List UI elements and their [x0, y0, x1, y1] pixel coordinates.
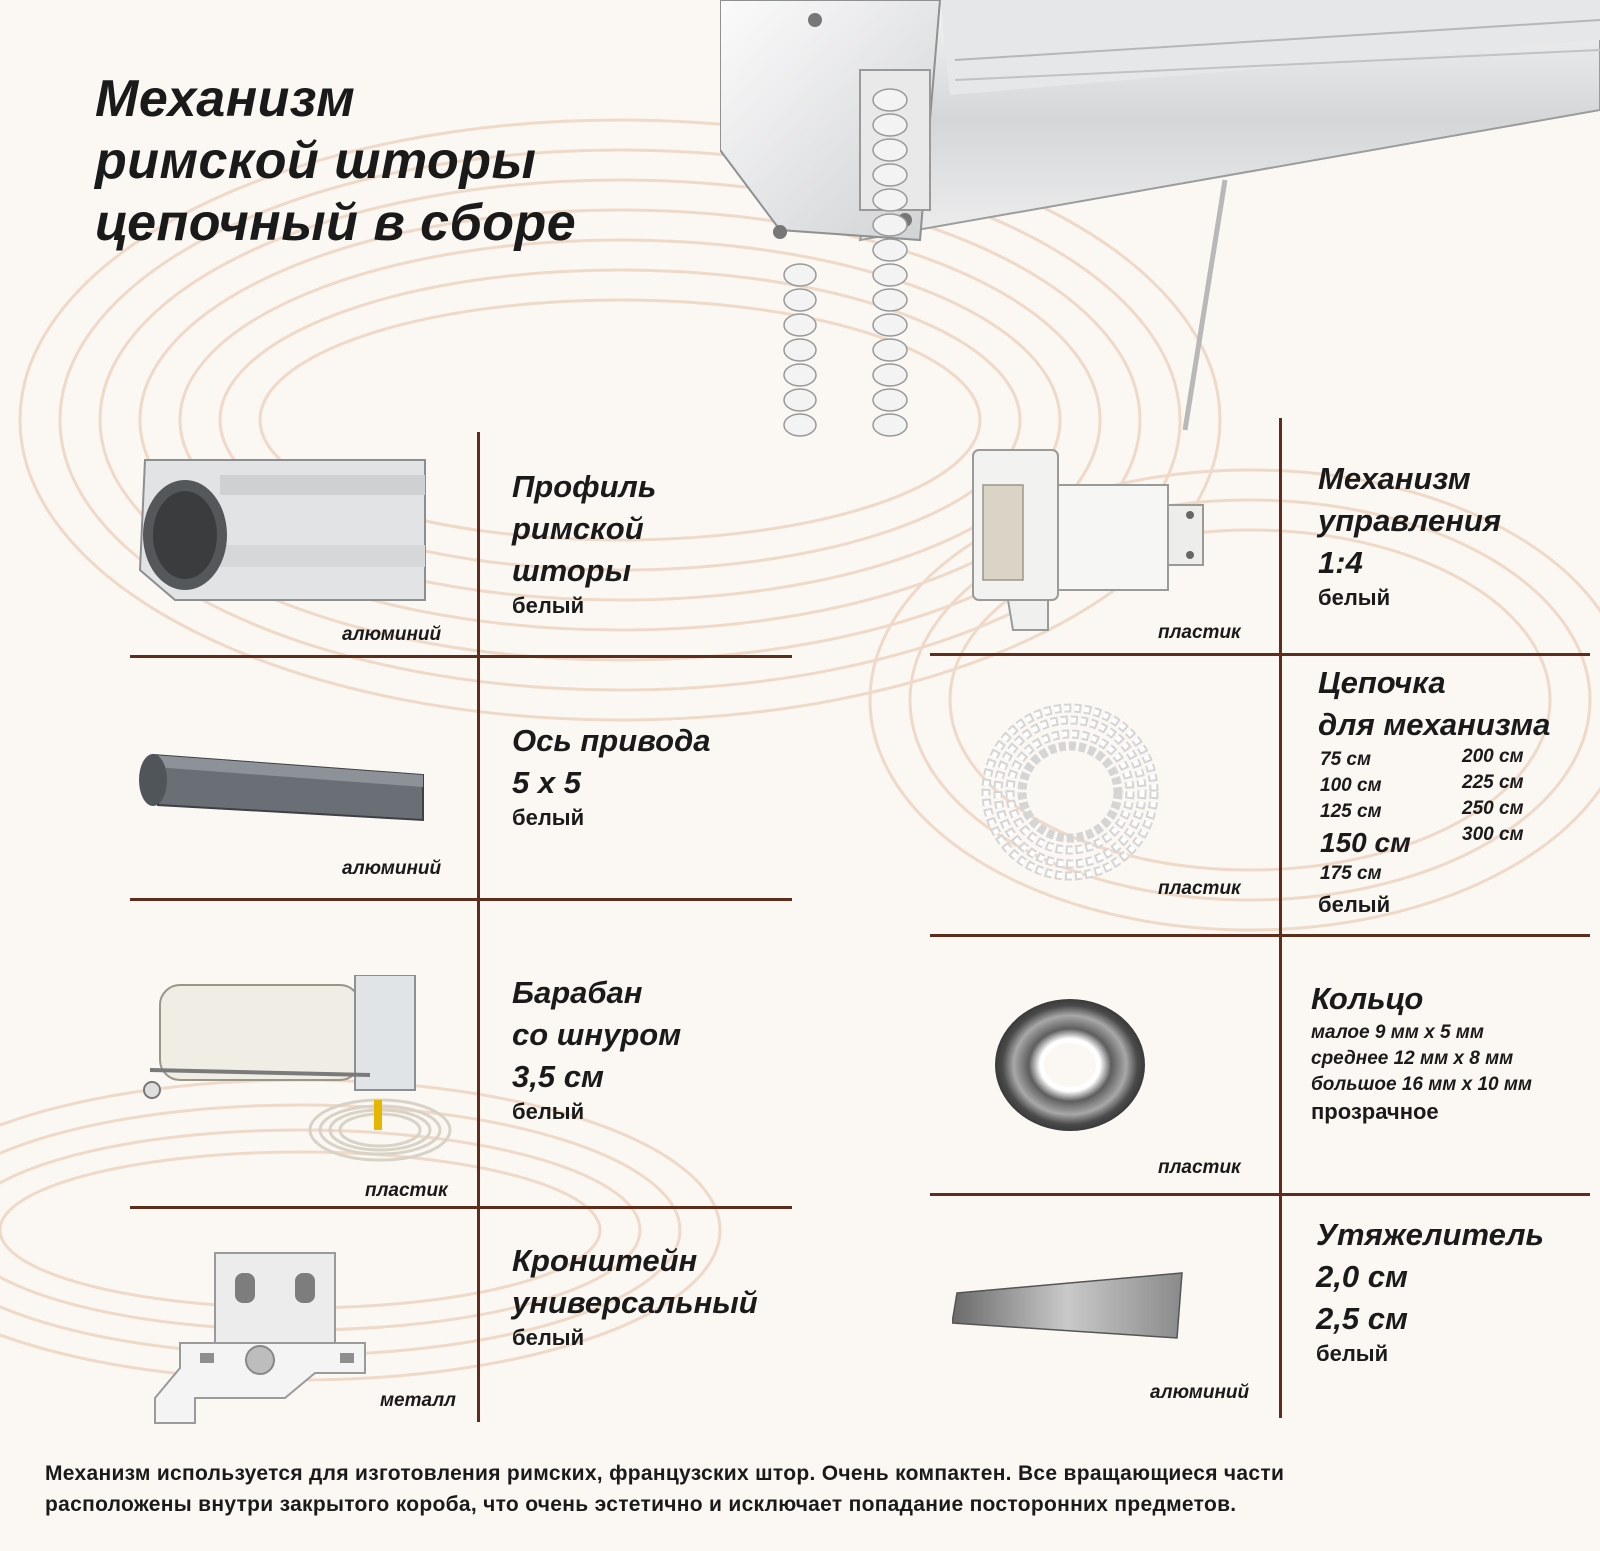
drum-with-cord-image	[140, 975, 470, 1175]
chain-color: белый	[1318, 892, 1391, 917]
chain-name-line-2: для механизма	[1318, 707, 1551, 742]
title-line-1: Механизм	[95, 70, 356, 128]
ring-size-medium: среднее 12 мм x 8 мм	[1311, 1048, 1514, 1069]
bracket-color: белый	[512, 1325, 585, 1350]
right-row-divider-2	[930, 934, 1590, 937]
control-color: белый	[1318, 585, 1391, 610]
left-row-divider-2	[130, 898, 792, 901]
ring-description	[1311, 978, 1532, 1126]
axle-name-line-2: 5 x 5	[512, 765, 581, 800]
drive-axle-image	[133, 735, 428, 825]
control-material: пластик	[1158, 622, 1241, 643]
right-row-divider-1	[930, 653, 1590, 656]
profile-rail-image	[135, 450, 430, 610]
title-line-3: цепочный в сборе	[95, 194, 577, 252]
universal-bracket-image	[135, 1248, 375, 1433]
profile-description	[512, 466, 656, 620]
weight-bar-image	[952, 1268, 1192, 1348]
left-row-divider-3	[130, 1206, 792, 1209]
profile-name-line-3: шторы	[512, 553, 632, 588]
chain-name-line-1: Цепочка	[1318, 665, 1446, 700]
bracket-name-line-1: Кронштейн	[512, 1243, 698, 1278]
chain-length-175: 175 см	[1320, 863, 1382, 884]
profile-color: белый	[512, 593, 585, 618]
control-name-line-1: Механизм	[1318, 461, 1471, 496]
drum-name-line-2: со шнуром	[512, 1017, 682, 1052]
ring-name: Кольцо	[1311, 981, 1424, 1016]
weight-material: алюминий	[1150, 1382, 1250, 1403]
chain-length-150: 150 см	[1320, 827, 1411, 858]
chain-description	[1318, 662, 1550, 746]
weight-name-line-1: Утяжелитель	[1316, 1217, 1544, 1252]
right-column-divider	[1279, 418, 1282, 1418]
axle-material: алюминий	[342, 858, 442, 879]
bead-chain-image	[978, 700, 1163, 885]
ring-color: прозрачное	[1311, 1099, 1439, 1124]
chain-length-125: 125 см	[1320, 801, 1382, 822]
chain-length-75: 75 см	[1320, 749, 1372, 770]
drum-name-line-1: Барабан	[512, 975, 643, 1010]
drum-name-line-3: 3,5 см	[512, 1059, 604, 1094]
weight-color: белый	[1316, 1341, 1389, 1366]
chain-length-225: 225 см	[1462, 772, 1524, 793]
drum-description	[512, 972, 681, 1126]
drum-color: белый	[512, 1099, 585, 1124]
assembled-mechanism-image	[720, 0, 1600, 440]
control-mechanism-image	[968, 445, 1218, 635]
chain-length-200: 200 см	[1462, 746, 1524, 767]
weight-name-line-3: 2,5 см	[1316, 1301, 1408, 1336]
chain-lengths-right	[1462, 744, 1524, 848]
right-row-divider-3	[930, 1193, 1590, 1196]
profile-material: алюминий	[342, 624, 442, 645]
left-column-divider	[477, 432, 480, 1422]
title-line-2: римской шторы	[95, 132, 537, 190]
ring-image	[990, 995, 1150, 1135]
bracket-name-line-2: универсальный	[512, 1285, 758, 1320]
drum-material: пластик	[365, 1180, 448, 1201]
axle-color: белый	[512, 805, 585, 830]
control-name-line-2: управления	[1318, 503, 1502, 538]
weight-name-line-2: 2,0 см	[1316, 1259, 1408, 1294]
ring-size-large: большое 16 мм x 10 мм	[1311, 1074, 1532, 1095]
bracket-material: металл	[380, 1390, 456, 1411]
control-name-line-3: 1:4	[1318, 545, 1363, 580]
control-description	[1318, 458, 1501, 612]
ring-size-small: малое 9 мм x 5 мм	[1311, 1022, 1484, 1043]
chain-lengths-left	[1320, 747, 1411, 887]
profile-name-line-2: римской	[512, 511, 644, 546]
bracket-description	[512, 1240, 758, 1352]
page-title	[95, 68, 576, 254]
footer-line-2: расположены внутри закрытого короба, что очень эстетично и исключает попадание посторонних предметов.	[45, 1493, 1237, 1516]
chain-length-300: 300 см	[1462, 824, 1524, 845]
chain-material: пластик	[1158, 878, 1241, 899]
chain-length-100: 100 см	[1320, 775, 1382, 796]
axle-description	[512, 720, 710, 832]
ring-material: пластик	[1158, 1157, 1241, 1178]
axle-name-line-1: Ось привода	[512, 723, 711, 758]
weight-description	[1316, 1214, 1544, 1368]
profile-name-line-1: Профиль	[512, 469, 657, 504]
chain-length-250: 250 см	[1462, 798, 1524, 819]
footer-line-1: Механизм используется для изготовления римских, французских штор. Очень компактен. Все вращающиеся части	[45, 1462, 1285, 1485]
left-row-divider-1	[130, 655, 792, 658]
footer-description	[45, 1458, 1590, 1520]
